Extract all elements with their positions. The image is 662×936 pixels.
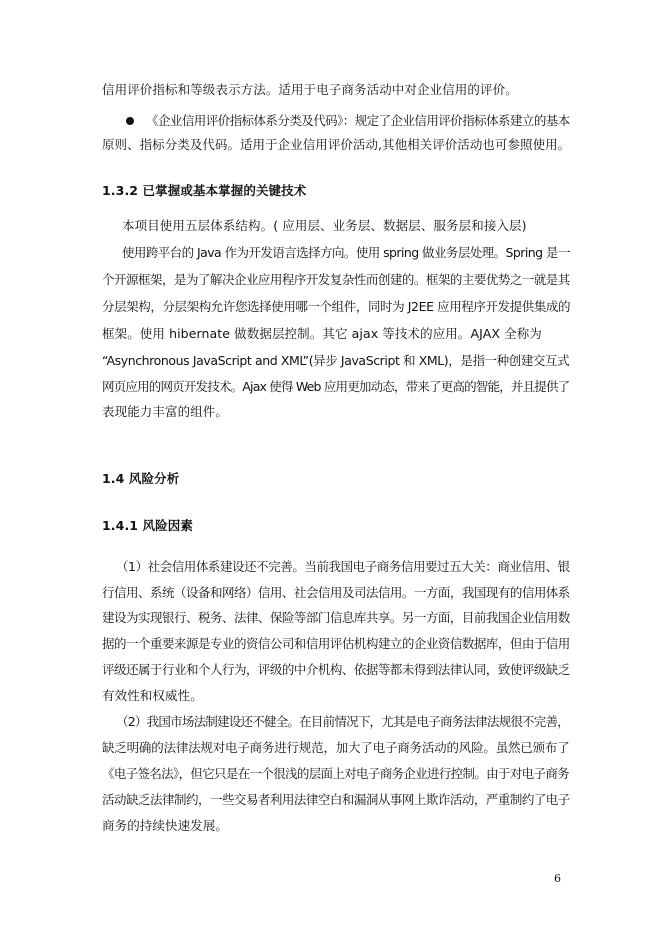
paragraph-line: 行信用、系统（设备和网络）信用、社会信用及司法信用。一方面，我国现有的信用体系 <box>102 585 570 600</box>
paragraph-line: 分层架构，分层架构允许您选择使用哪一个组件，同时为 J2EE 应用程序开发提供集成的 <box>102 299 571 314</box>
paragraph-line: 活动缺乏法律制约，一些交易者利用法律空白和漏洞从事网上欺诈活动，严重制约了电子 <box>102 792 570 807</box>
paragraph-line: （2）我国市场法制建设还不健全。在目前情况下，尤其是电子商务法律法规很不完善， <box>116 714 569 729</box>
paragraph-line: 网页应用的网页开发技术。Ajax 使得 Web 应用更加动态，带来了更高的智能，并且提供了 <box>102 379 570 394</box>
paragraph-line: 使用跨平台的 Java 作为开发语言选择方向。使用 spring 做业务层处理。Spring 是一 <box>122 245 570 260</box>
section-heading-1-4-1: 1.4.1 风险因素 <box>102 518 193 533</box>
paragraph-line: 个开源框架，是为了解决企业应用程序开发复杂性而创建的。框架的主要优势之一就是其 <box>102 272 570 287</box>
paragraph-line: 建设为实现银行、税务、法律、保险等部门信息库共享。另一方面，目前我国企业信用数 <box>102 610 570 625</box>
paragraph-line: 《电子签名法》，但它只是在一个很浅的层面上对电子商务企业进行控制。由于对电子商务 <box>102 766 569 781</box>
paragraph-line: 框架。使用 hibernate 做数据层控制。其它 ajax 等技术的应用。AJAX 全称为 <box>102 326 542 341</box>
section-heading-1-4: 1.4 风险分析 <box>102 471 180 486</box>
paragraph-line: 商务的持续快速发展。 <box>102 818 229 833</box>
section-heading-1-3-2: 1.3.2 已掌握或基本掌握的关键技术 <box>102 183 307 198</box>
page-number: 6 <box>554 872 561 885</box>
bullet-item-line: 原则、指标分类及代码。适用于企业信用评价活动,其他相关评价活动也可参照使用。 <box>102 137 571 152</box>
paragraph-line: “Asynchronous JavaScript and XML”(异步 JavaScript 和 XML)，是指一种创建交互式 <box>102 353 570 368</box>
paragraph-line: （1）社会信用体系建设还不完善。当前我国电子商务信用要过五大关：商业信用、银 <box>116 559 570 574</box>
paragraph-line: 表现能力丰富的组件。 <box>102 404 229 419</box>
bullet-item-line: 《企业信用评价指标体系分类及代码》：规定了企业信用评价指标体系建立的基本 <box>146 113 570 128</box>
paragraph-line: 信用评价指标和等级表示方法。适用于电子商务活动中对企业信用的评价。 <box>102 82 518 97</box>
bullet-icon <box>126 117 134 125</box>
paragraph-line: 据的一个重要来源是专业的资信公司和信用评估机构建立的企业资信数据库，但由于信用 <box>102 636 570 651</box>
paragraph-line: 缺乏明确的法律法规对电子商务进行规范，加大了电子商务活动的风险。虽然已颁布了 <box>102 740 570 755</box>
paragraph-line: 本项目使用五层体系结构。( 应用层、业务层、数据层、服务层和接入层) <box>122 218 527 233</box>
paragraph-line: 评级还属于行业和个人行为，评级的中介机构、依据等都未得到法律认同，致使评级缺乏 <box>102 662 570 677</box>
paragraph-line: 有效性和权威性。 <box>102 688 203 703</box>
